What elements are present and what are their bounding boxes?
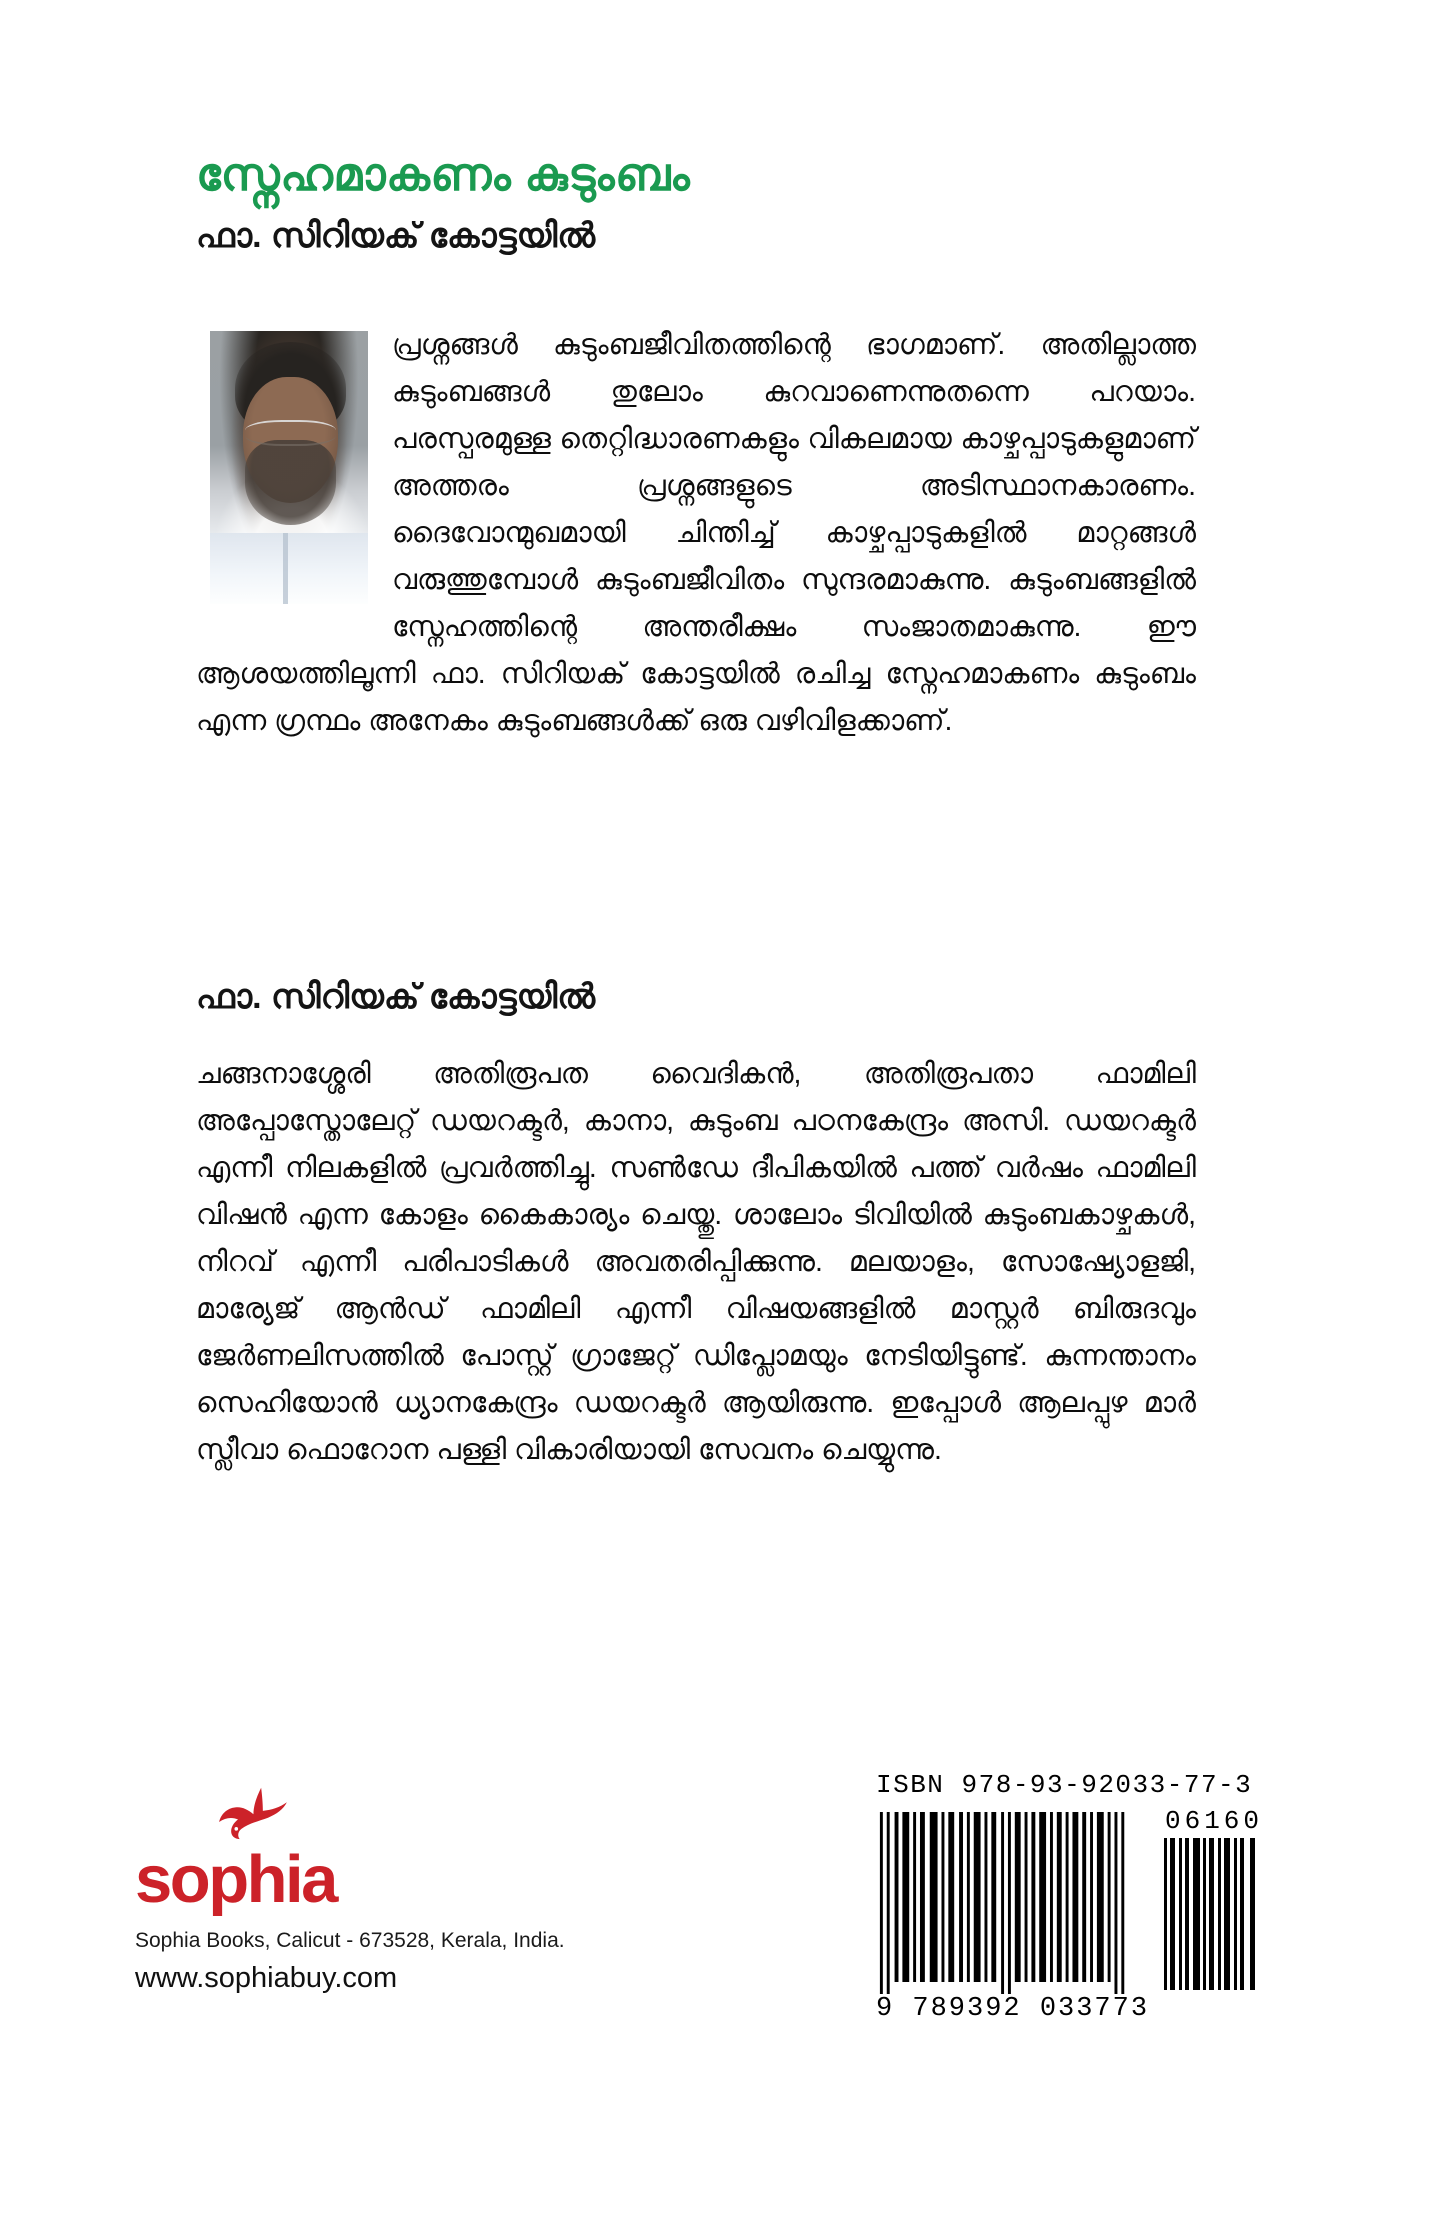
publisher-block — [135, 1786, 655, 1994]
page-title: സ്നേഹമാകണം കുടുംബം — [196, 148, 691, 200]
blurb-text: പ്രശ്നങ്ങൾ കുടുംബജീവിതത്തിന്റെ ഭാഗമാണ്. അതില്ലാത്ത കുടുംബങ്ങൾ തുലോം കുറവാണെന്നുതന്നെ പറയാം. പരസ്പരമുള്ള തെറ്റിദ്ധാരണകളും വികലമായ കാഴ്ചപ്പാടുകളുമാണ് അത്തരം പ്രശ്നങ്ങളുടെ അടിസ്ഥാനകാരണം. ദൈവോന്മുഖമായി ചിന്തിച്ച് കാഴ്ചപ്പാടുകളിൽ മാറ്റങ്ങൾ വരുത്തുമ്പോൾ കുടുംബജീവിതം സുന്ദരമാകുന്നു. കുടുംബങ്ങളിൽ സ്നേഹത്തിന്റെ അന്തരീക്ഷം സംജാതമാകുന്നു. ഈ ആശയത്തിലൂന്നി ഫാ. സിറിയക് കോട്ടയിൽ രചിച്ച സ്നേഹമാകണം കുടുംബം എന്ന ഗ്രന്ഥം അനേകം കുടുംബങ്ങൾക്ക് ഒരു വഴിവിളക്കാണ്. — [196, 329, 1196, 737]
footer — [0, 1760, 1445, 2100]
blurb-section — [196, 322, 1196, 745]
author-bio-section — [196, 978, 1196, 1474]
author-byline: ഫാ. സിറിയക് കോട്ടയിൽ — [196, 216, 596, 255]
barcode-block — [862, 1770, 1282, 2070]
ean13-barcode — [876, 1812, 1136, 1994]
addon-digits: 06160 — [1165, 1806, 1264, 1836]
author-bio-text: ചങ്ങനാശ്ശേരി അതിരൂപത വൈദികൻ, അതിരൂപതാ ഫാമിലി അപ്പോസ്തോലേറ്റ് ഡയറക്ടർ, കാനാ, കുടുംബ പഠനകേന്ദ്രം അസി. ഡയറക്ടർ എന്നീ നിലകളിൽ പ്രവർത്തിച്ചു. സൺഡേ ദീപികയിൽ പത്ത് വർഷം ഫാമിലി വിഷൻ എന്ന കോളം കൈകാര്യം ചെയ്തു. ശാലോം ടിവിയിൽ കുടുംബകാഴ്ചകൾ, നിറവ് എന്നീ പരിപാടികൾ അവതരിപ്പിക്കുന്നു. മലയാളം, സോഷ്യോളജി, മാര്യേജ് ആൻഡ് ഫാമിലി എന്നീ വിഷയങ്ങളിൽ മാസ്റ്റർ ബിരുദവും ജേർണലിസത്തിൽ പോസ്റ്റ് ഗ്രാജേറ്റ് ഡിപ്ലോമയും നേടിയിട്ടുണ്ട്. കുന്നന്താനം സെഹിയോൻ ധ്യാനകേന്ദ്രം ഡയറക്ടർ ആയിരുന്നു. ഇപ്പോൾ ആലപ്പുഴ മാർ സ്ലീവാ ഫൊറോന പള്ളി വികാരിയായി സേവനം ചെയ്യുന്നു. — [196, 1058, 1196, 1467]
author-portrait-photo — [210, 331, 368, 604]
publisher-wordmark: sophia — [135, 1842, 336, 1917]
ean-digits: 9 789392 033773 — [876, 1994, 1150, 2024]
title-block — [196, 148, 1256, 256]
publisher-website: www.sophiabuy.com — [135, 1962, 398, 1994]
isbn-label: ISBN 978-93-92033-77-3 — [876, 1770, 1253, 1800]
ean5-addon-barcode — [1162, 1838, 1262, 1990]
publisher-address: Sophia Books, Calicut - 673528, Kerala, India. — [135, 1929, 565, 1952]
portrait-collar — [210, 533, 368, 604]
sophia-logo — [135, 1786, 425, 1917]
author-bio-heading: ഫാ. സിറിയക് കോട്ടയിൽ — [196, 978, 596, 1016]
portrait-glasses — [245, 420, 337, 446]
portrait-beard — [245, 440, 337, 525]
